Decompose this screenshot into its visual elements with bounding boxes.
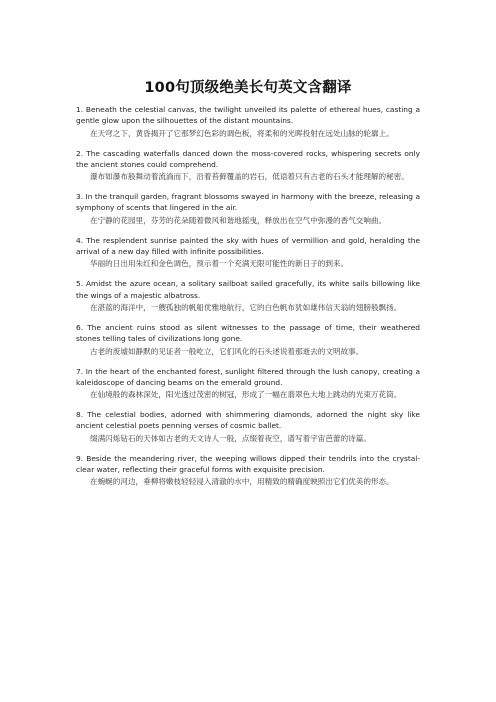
chinese-translation: 在蜿蜒的河边，垂柳将嫩枝轻轻浸入清澈的水中，用精致的精确度映照出它们优美的形态。: [90, 477, 394, 487]
chinese-translation: 缀满闪烁钻石的天体如古老的天文诗人一般，点缀着夜空，谱写着宇宙芭蕾的诗篇。: [90, 433, 371, 443]
english-sentence: 6. The ancient ruins stood as silent witnesses to the passage of time, their weathered stones telling tales of civilizations long gone.: [76, 322, 420, 344]
list-item: [76, 235, 420, 271]
english-sentence: 2. The cascading waterfalls danced down the moss-covered rocks, whispering secrets only the ancient stones could comprehend.: [76, 148, 420, 169]
list-item: [76, 453, 420, 489]
list-item: [76, 148, 420, 184]
sentence-list: [76, 104, 420, 496]
chinese-translation: 古老的废墟如静默的见证者一般屹立，它们风化的石头述说着那逝去的文明故事。: [90, 346, 364, 356]
document-title: 100句顶级绝美长句英文含翻译: [144, 80, 352, 96]
english-sentence: 3. In the tranquil garden, fragrant blossoms swayed in harmony with the breeze, releasing a symphony of scents that lingered in the air.: [76, 192, 420, 213]
english-sentence: 8. The celestial bodies, adorned with shimmering diamonds, adorned the night sky like ancient celestial poets penning verses of cosmic ballet.: [76, 410, 420, 431]
chinese-translation: 瀑布如瀑布般舞动着流淌而下，沿着苔藓覆盖的岩石，低语着只有古老的石头才能理解的秘密。: [90, 172, 409, 182]
chinese-translation: 在湛蓝的海洋中，一艘孤独的帆船优雅地航行，它的白色帆布犹如雄伟信天翁的翅膀般飘扬。: [90, 302, 402, 312]
english-sentence: 5. Amidst the azure ocean, a solitary sailboat sailed gracefully, its white sails billowing like the wings of a majestic albatross.: [76, 279, 420, 300]
list-item: [76, 409, 420, 445]
chinese-translation: 在天穹之下，黄昏揭开了它那梦幻色彩的调色板，将柔和的光晖投射在远处山脉的轮廓上。: [90, 128, 394, 138]
list-item: [76, 191, 420, 227]
chinese-translation: 在仙境般的森林深处，阳光透过茂密的树冠，形成了一幅在翡翠色大地上跳动的光束万花筒。: [90, 390, 402, 400]
list-item: [76, 104, 420, 140]
english-sentence: 9. Beside the meandering river, the weeping willows dipped their tendrils into the crystal-clear water, reflecting their graceful forms with exquisite precision.: [76, 453, 420, 475]
english-sentence: 1. Beneath the celestial canvas, the twilight unveiled its palette of ethereal hues, casting a gentle glow upon the silhouettes of the distant mountains.: [76, 105, 420, 126]
list-item: [76, 278, 420, 314]
english-sentence: 4. The resplendent sunrise painted the sky with hues of vermillion and gold, heralding the arrival of a new day filled with infinite possibilities.: [76, 235, 420, 257]
chinese-translation: 在宁静的花园里，芬芳的花朵随着微风和谐地摇曳，释放出在空气中弥漫的香气交响曲。: [90, 215, 387, 225]
english-sentence: 7. In the heart of the enchanted forest, sunlight filtered through the lush canopy, creating a kaleidoscope of dancing beams on the emerald ground.: [76, 366, 420, 387]
list-item: [76, 366, 420, 402]
chinese-translation: 华丽的日出用朱红和金色调色，预示着一个充满无限可能性的新日子的到来。: [90, 259, 349, 269]
list-item: [76, 322, 420, 358]
